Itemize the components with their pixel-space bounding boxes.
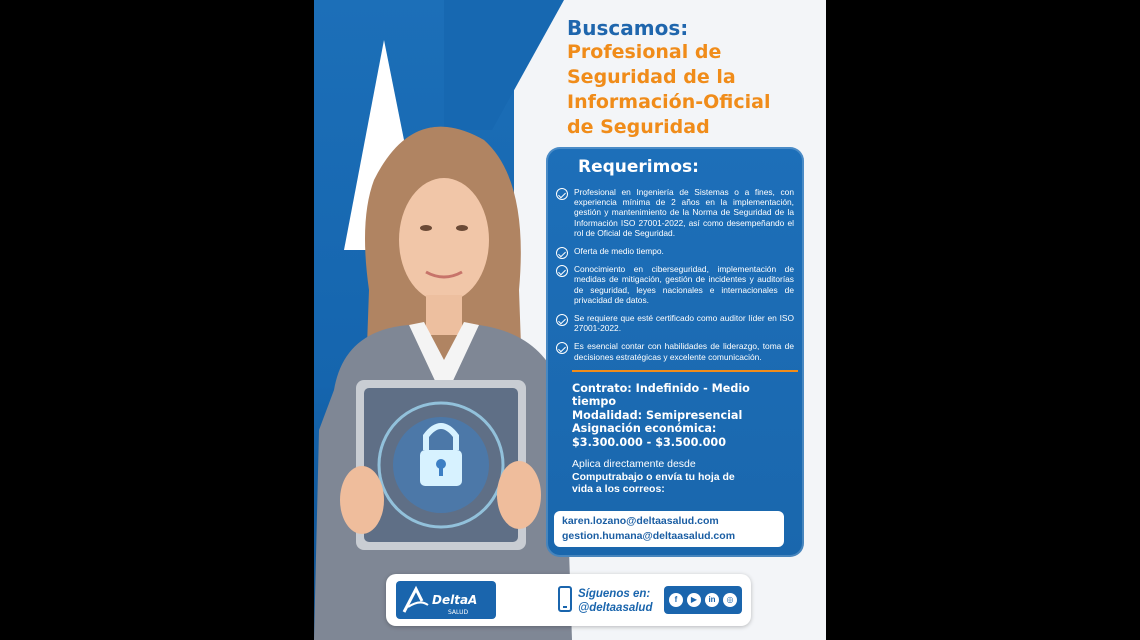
headline (567, 16, 817, 140)
requirement-text: Es esencial contar con habilidades de liderazgo, toma de decisiones estratégicas y excelente comunicación. (574, 341, 794, 362)
apply-instructions (572, 458, 794, 496)
follow-label: Síguenos en: (578, 588, 651, 600)
requirement-text: Conocimiento en ciberseguridad, implementación de medidas de mitigación, gestión de incidentes y auditorías de seguridad, leyes nacionales e internacionales de privacidad de datos. (574, 264, 794, 305)
instagram-icon[interactable]: ◎ (723, 593, 737, 607)
requirements-card (546, 147, 804, 557)
job-poster (314, 0, 826, 640)
apply-line-1: Aplica directamente desde (572, 458, 696, 471)
requirement-item (556, 264, 794, 305)
requirement-item (556, 187, 794, 238)
contract-type: Contrato: Indefinido - Medio tiempo (572, 381, 750, 409)
footer-bar (386, 574, 751, 626)
headline-intro: Buscamos: (567, 16, 689, 40)
linkedin-icon[interactable]: in (705, 593, 719, 607)
check-circle-icon (556, 314, 568, 326)
requirement-item (556, 246, 794, 256)
requirement-item (556, 313, 794, 333)
logo-text: DeltaA (432, 593, 478, 607)
phone-icon (558, 586, 572, 612)
work-modality: Modalidad: Semipresencial (572, 408, 743, 422)
social-icons (664, 586, 742, 614)
check-circle-icon (556, 188, 568, 200)
apply-line-2: Computrabajo o envía tu hoja de (572, 470, 735, 483)
facebook-icon[interactable]: f (669, 593, 683, 607)
requirement-text: Se requiere que esté certificado como auditor líder en ISO 27001-2022. (574, 313, 794, 334)
email-box (554, 511, 784, 547)
job-title: Profesional de Seguridad de la Información-Oficial de Seguridad (567, 41, 771, 138)
logo-subtext: SALUD (448, 609, 469, 616)
check-circle-icon (556, 265, 568, 277)
requirement-text: Profesional en Ingeniería de Sistemas o a fines, con experiencia mínima de 2 años en la implementación, gestión y mantenimiento de la Norma de Seguridad de la Información ISO 27001-2022, así como desempeñando el rol de Oficial de Seguridad. (574, 187, 794, 238)
youtube-icon[interactable]: ▶ (687, 593, 701, 607)
delta-logo-mark-icon (396, 581, 496, 619)
woman-with-tablet-illustration (314, 100, 574, 640)
salary-range: $3.300.000 - $3.500.000 (572, 435, 726, 449)
apply-line-3: vida a los correos: (572, 483, 665, 496)
requirement-item (556, 341, 794, 361)
requirement-text: Oferta de medio tiempo. (574, 246, 664, 257)
check-circle-icon (556, 247, 568, 259)
job-terms (572, 382, 794, 450)
email-link-gestion[interactable]: gestion.humana@deltaasalud.com (562, 530, 736, 542)
follow-block (578, 587, 653, 615)
email-link-karen[interactable]: karen.lozano@deltaasalud.com (562, 515, 719, 527)
requirements-list (556, 187, 794, 362)
check-circle-icon (556, 342, 568, 354)
social-handle[interactable]: @deltaasalud (578, 602, 653, 614)
salary-label: Asignación económica: (572, 422, 717, 436)
orange-divider (572, 370, 798, 372)
requirements-title: Requerimos: (578, 157, 699, 177)
delta-salud-logo (396, 581, 496, 619)
